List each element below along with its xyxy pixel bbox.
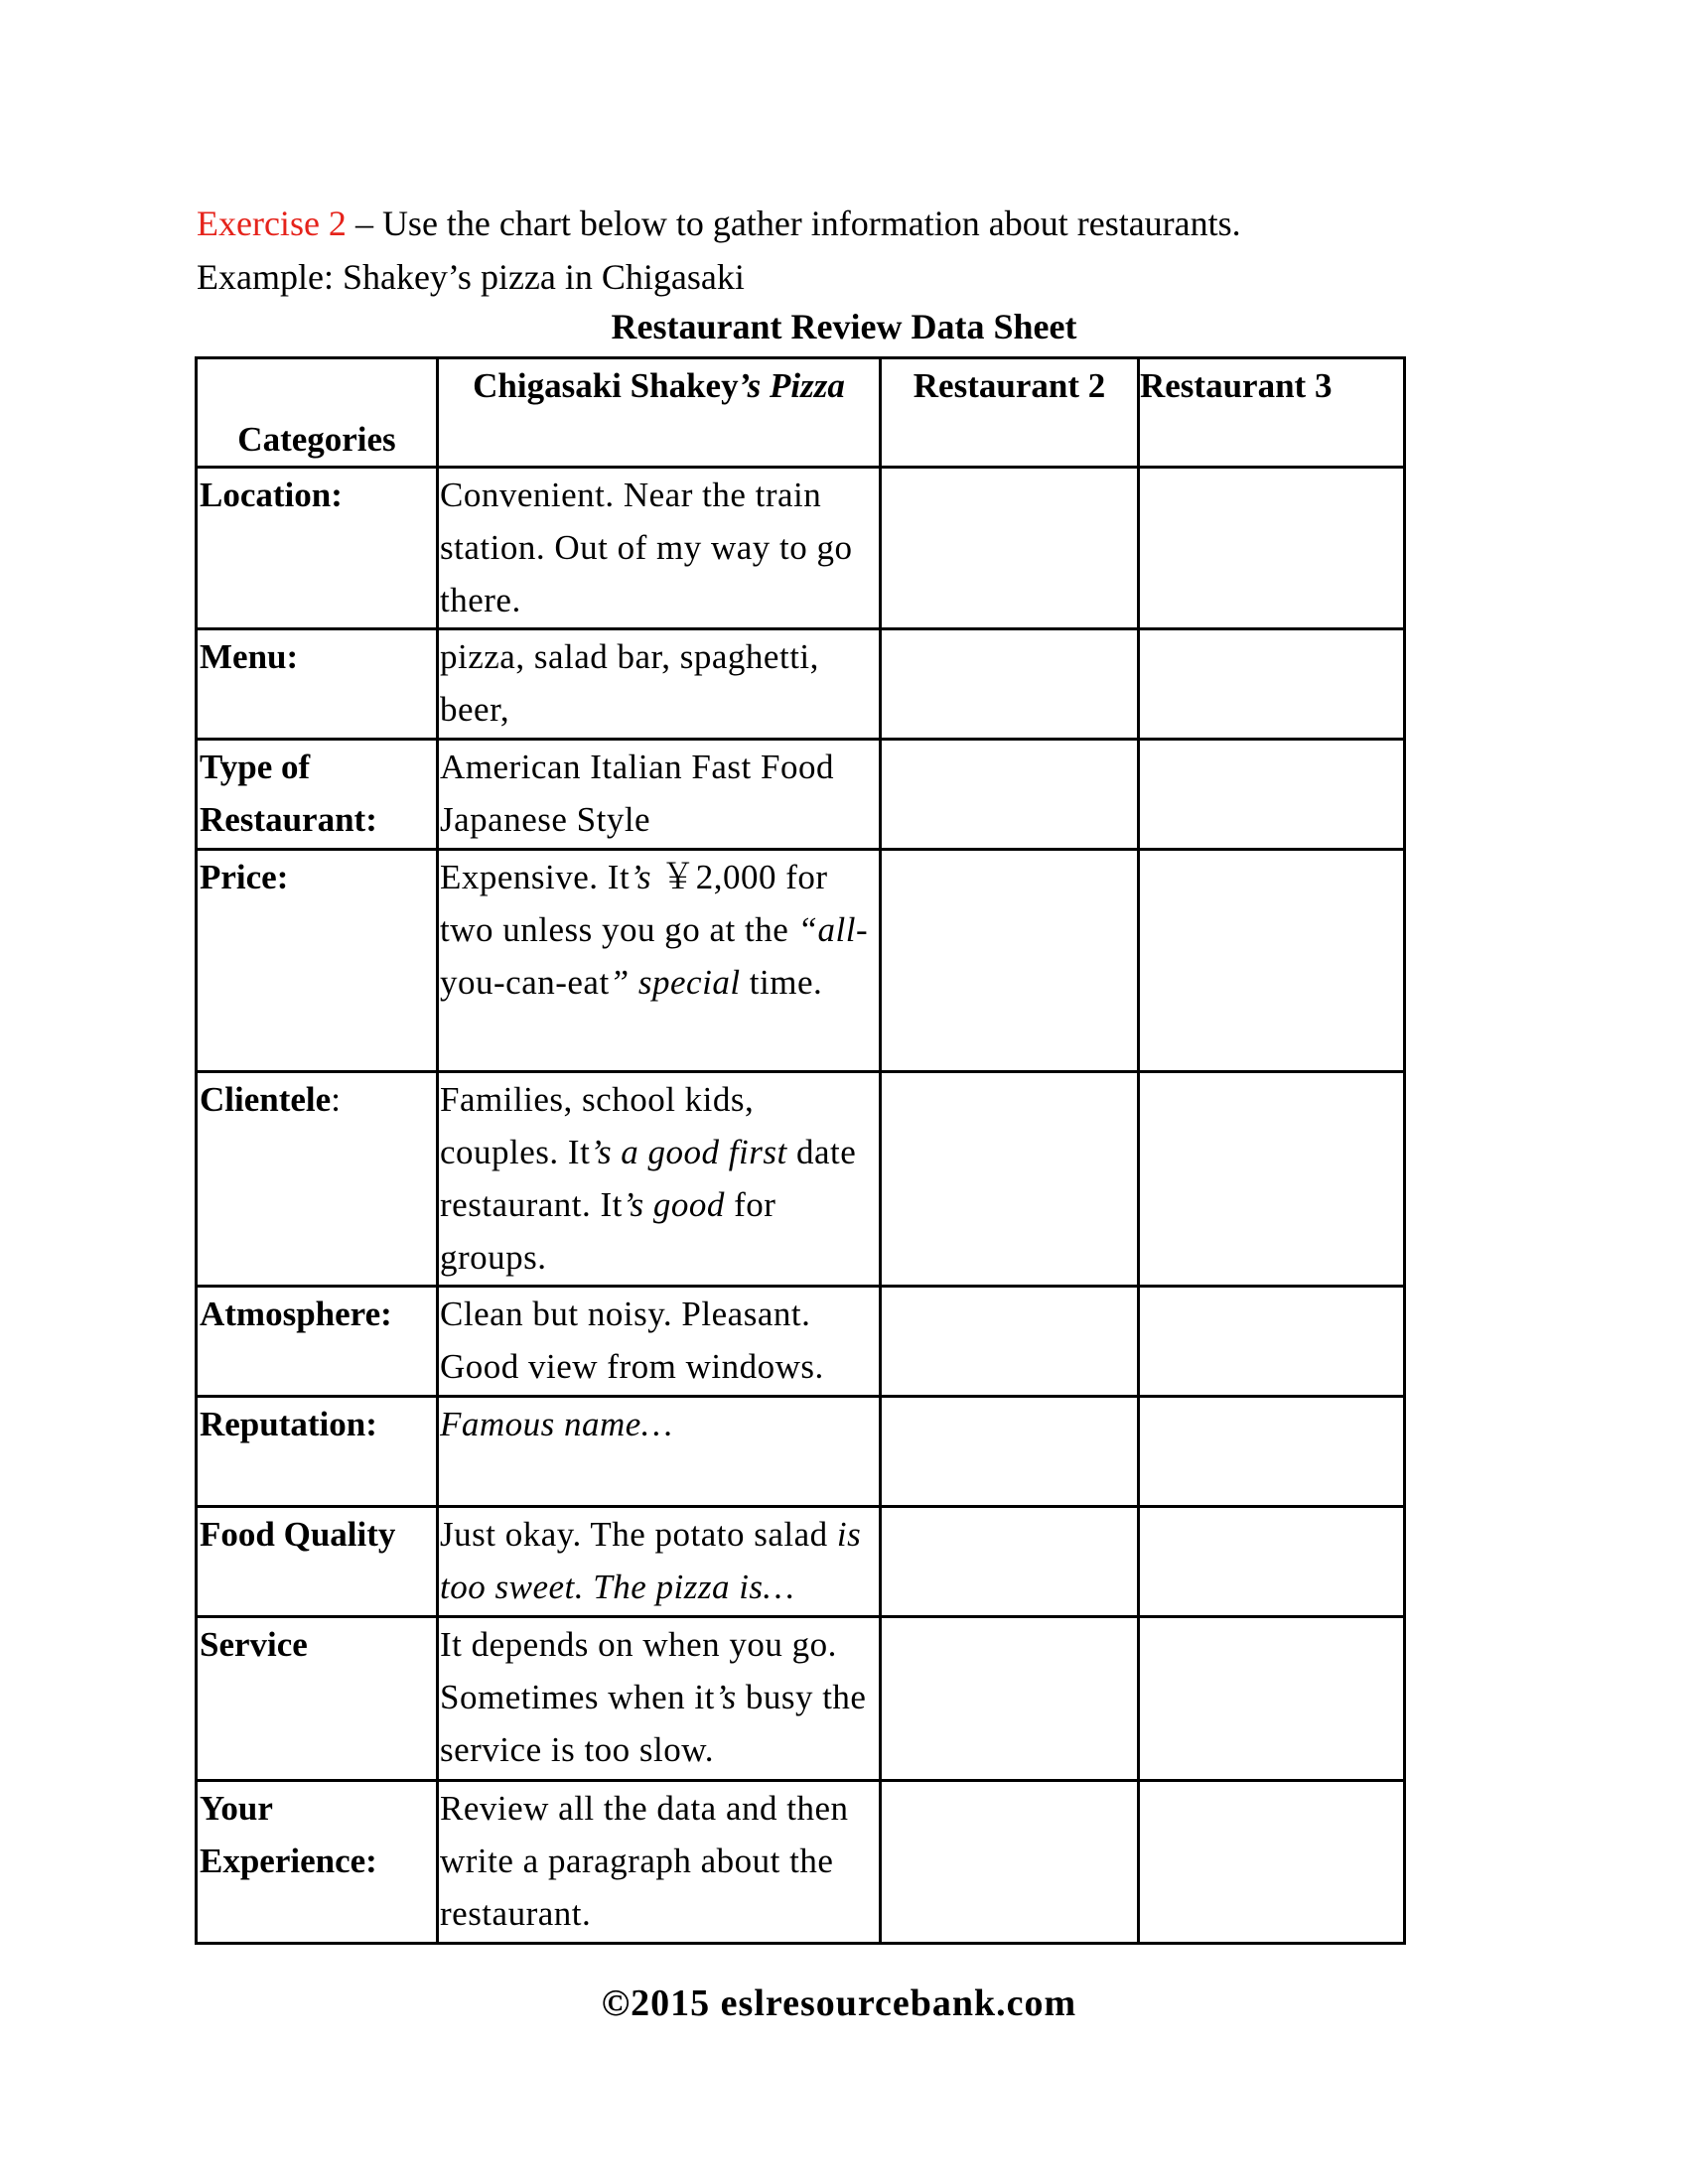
table-row bbox=[197, 468, 1405, 629]
table-row bbox=[197, 1781, 1405, 1944]
restaurant-3-reputation-cell[interactable] bbox=[1139, 1397, 1405, 1507]
category-food-quality: Food Quality bbox=[197, 1507, 438, 1617]
restaurant-2-reputation-cell[interactable] bbox=[881, 1397, 1139, 1507]
example-menu: pizza, salad bar, spaghetti, beer, bbox=[438, 629, 881, 740]
exercise-instruction: – Use the chart below to gather information about restaurants. bbox=[346, 204, 1241, 243]
table-row bbox=[197, 629, 1405, 740]
category-price: Price: bbox=[197, 850, 438, 1072]
category-reputation: Reputation: bbox=[197, 1397, 438, 1507]
header-restaurant-1: Chigasaki Shakey’s Pizza bbox=[438, 358, 881, 468]
restaurant-2-price-cell[interactable] bbox=[881, 850, 1139, 1072]
table-row bbox=[197, 1072, 1405, 1287]
restaurant-3-type-cell[interactable] bbox=[1139, 740, 1405, 850]
example-food-quality: Just okay. The potato salad is too sweet. The pizza is… bbox=[438, 1507, 881, 1617]
example-reputation: Famous name… bbox=[438, 1397, 881, 1507]
category-menu: Menu: bbox=[197, 629, 438, 740]
table-row bbox=[197, 1397, 1405, 1507]
restaurant-2-service-cell[interactable] bbox=[881, 1617, 1139, 1781]
category-experience: Your Experience: bbox=[197, 1781, 438, 1944]
restaurant-3-location-cell[interactable] bbox=[1139, 468, 1405, 629]
exercise-intro bbox=[197, 197, 1241, 304]
example-experience: Review all the data and then write a paragraph about the restaurant. bbox=[438, 1781, 881, 1944]
header-restaurant-3: Restaurant 3 bbox=[1139, 358, 1405, 468]
restaurant-3-clientele-cell[interactable] bbox=[1139, 1072, 1405, 1287]
table-header-row bbox=[197, 358, 1405, 468]
table-row bbox=[197, 1617, 1405, 1781]
restaurant-3-price-cell[interactable] bbox=[1139, 850, 1405, 1072]
restaurant-2-menu-cell[interactable] bbox=[881, 629, 1139, 740]
review-table bbox=[195, 356, 1406, 1945]
restaurant-2-atmosphere-cell[interactable] bbox=[881, 1287, 1139, 1397]
exercise-label: Exercise 2 bbox=[197, 204, 347, 243]
copyright-footer: ©2015 eslresourcebank.com bbox=[601, 1982, 1077, 2024]
restaurant-2-type-cell[interactable] bbox=[881, 740, 1139, 850]
category-location: Location: bbox=[197, 468, 438, 629]
category-service: Service bbox=[197, 1617, 438, 1781]
header-categories: Categories bbox=[197, 358, 438, 468]
table-row bbox=[197, 1507, 1405, 1617]
sheet-title: Restaurant Review Data Sheet bbox=[611, 307, 1077, 346]
example-atmosphere: Clean but noisy. Pleasant. Good view from windows. bbox=[438, 1287, 881, 1397]
example-price: Expensive. It’s ￥2,000 for two unless you go at the “all-you-can-eat” special time. bbox=[438, 850, 881, 1072]
restaurant-2-location-cell[interactable] bbox=[881, 468, 1139, 629]
header-restaurant-2: Restaurant 2 bbox=[881, 358, 1139, 468]
restaurant-3-service-cell[interactable] bbox=[1139, 1617, 1405, 1781]
exercise-example: Example: Shakey’s pizza in Chigasaki bbox=[197, 257, 745, 297]
category-atmosphere: Atmosphere: bbox=[197, 1287, 438, 1397]
table-row bbox=[197, 740, 1405, 850]
restaurant-3-experience-cell[interactable] bbox=[1139, 1781, 1405, 1944]
example-clientele: Families, school kids, couples. It’s a good first date restaurant. It’s good for groups. bbox=[438, 1072, 881, 1287]
table-row bbox=[197, 850, 1405, 1072]
restaurant-3-food-quality-cell[interactable] bbox=[1139, 1507, 1405, 1617]
restaurant-3-atmosphere-cell[interactable] bbox=[1139, 1287, 1405, 1397]
table-row bbox=[197, 1287, 1405, 1397]
restaurant-2-clientele-cell[interactable] bbox=[881, 1072, 1139, 1287]
restaurant-2-food-quality-cell[interactable] bbox=[881, 1507, 1139, 1617]
exercise-instruction-line bbox=[197, 197, 1241, 250]
example-service: It depends on when you go. Sometimes when it’s busy the service is too slow. bbox=[438, 1617, 881, 1781]
category-clientele: Clientele: bbox=[197, 1072, 438, 1287]
restaurant-3-menu-cell[interactable] bbox=[1139, 629, 1405, 740]
restaurant-2-experience-cell[interactable] bbox=[881, 1781, 1139, 1944]
category-type: Type of Restaurant: bbox=[197, 740, 438, 850]
example-location: Convenient. Near the train station. Out of my way to go there. bbox=[438, 468, 881, 629]
example-type: American Italian Fast Food Japanese Style bbox=[438, 740, 881, 850]
